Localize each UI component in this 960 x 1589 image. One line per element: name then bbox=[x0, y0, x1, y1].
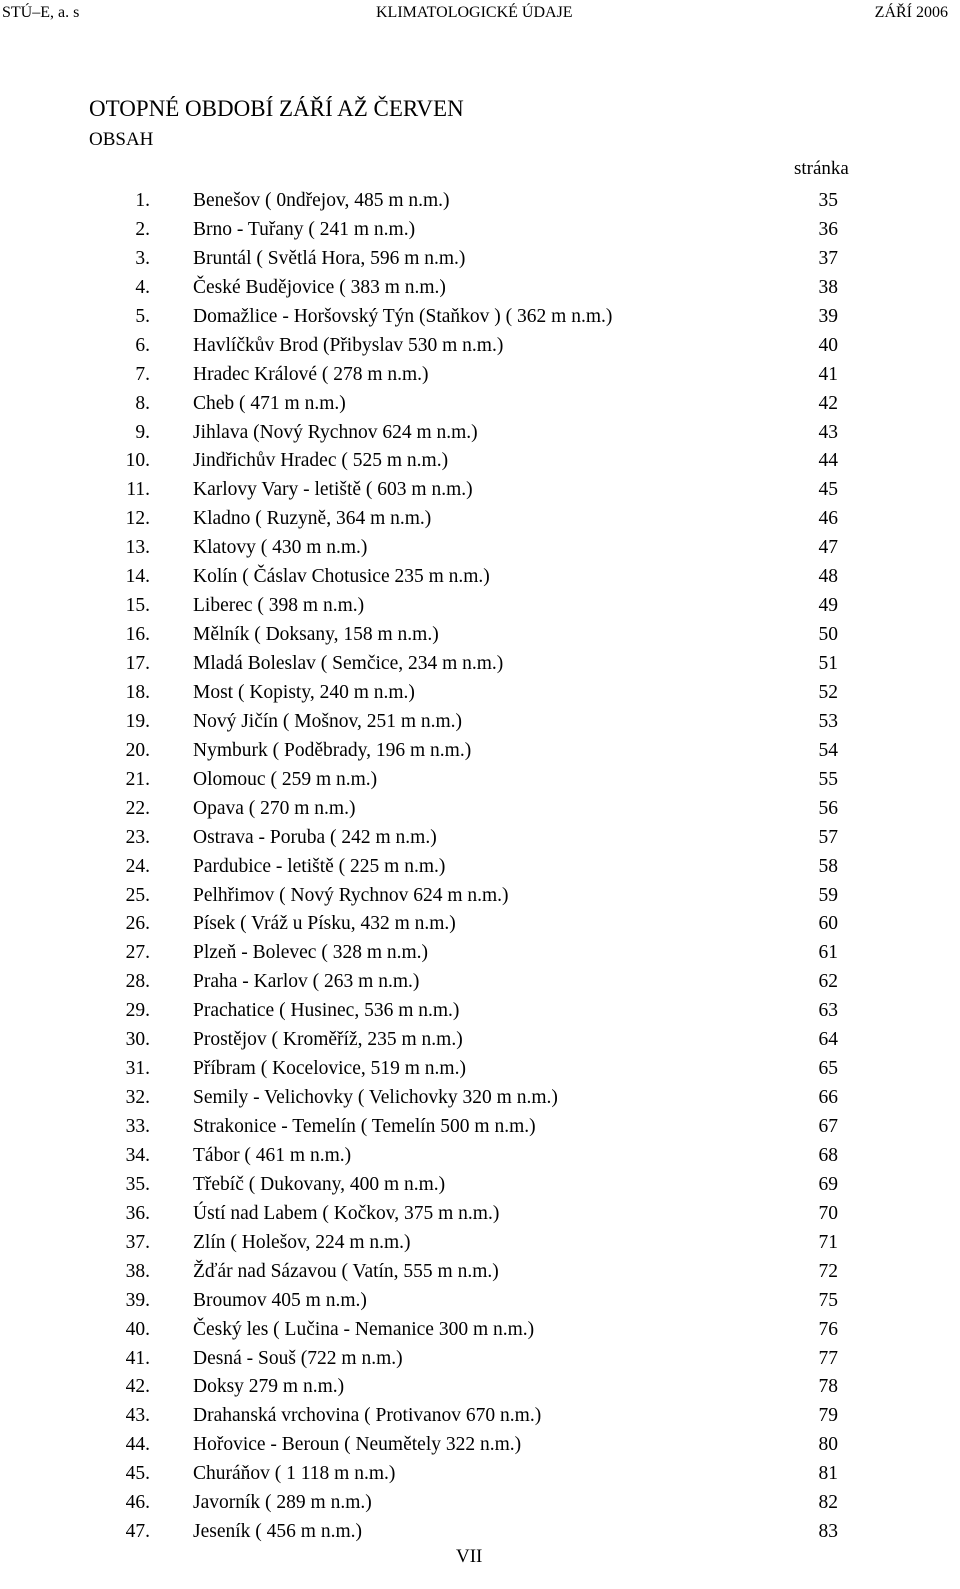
toc-entry bbox=[0, 1431, 960, 1460]
entry-number: 32. bbox=[125, 1087, 150, 1109]
entry-page: 57 bbox=[818, 826, 838, 848]
toc-entry bbox=[0, 882, 960, 911]
entry-page: 62 bbox=[818, 971, 838, 993]
toc-entry bbox=[0, 303, 960, 332]
entry-page: 51 bbox=[818, 653, 838, 674]
entry-page: 65 bbox=[818, 1058, 838, 1080]
entry-page: 44 bbox=[818, 450, 838, 472]
toc-entry bbox=[0, 1316, 960, 1345]
entry-number: 18. bbox=[125, 681, 150, 703]
entry-page: 41 bbox=[818, 363, 838, 385]
toc-entry bbox=[0, 592, 960, 621]
entry-number: 21. bbox=[125, 768, 150, 790]
station-name: Most ( Kopisty, 240 m n.m.) bbox=[193, 681, 415, 703]
entry-number: 44. bbox=[125, 1434, 150, 1456]
entry-page: 79 bbox=[818, 1405, 838, 1427]
entry-page: 40 bbox=[818, 334, 838, 356]
entry-number: 28. bbox=[125, 971, 150, 993]
entry-number: 10. bbox=[125, 450, 150, 472]
station-name: Desná - Souš (722 m n.m.) bbox=[193, 1347, 403, 1369]
toc-entry bbox=[0, 1055, 960, 1084]
station-name: Třebíč ( Dukovany, 400 m n.m.) bbox=[193, 1173, 446, 1195]
station-name: Javorník ( 289 m n.m.) bbox=[193, 1492, 372, 1514]
toc-entry bbox=[0, 1142, 960, 1171]
toc-entry bbox=[0, 1518, 960, 1547]
entry-number: 42. bbox=[125, 1376, 150, 1398]
toc-entry bbox=[0, 361, 960, 390]
entry-page: 47 bbox=[818, 537, 838, 559]
entry-number: 33. bbox=[125, 1116, 150, 1137]
entry-page: 70 bbox=[818, 1202, 838, 1224]
station-name: Doksy 279 m n.m.) bbox=[193, 1376, 345, 1398]
station-name: Cheb ( 471 m n.m.) bbox=[193, 392, 346, 414]
station-name: Ústí nad Labem ( Kočkov, 375 m n.m.) bbox=[193, 1202, 500, 1224]
station-name: Semily - Velichovky ( Velichovky 320 m n.m.) bbox=[193, 1087, 558, 1109]
entry-number: 14. bbox=[125, 566, 150, 588]
entry-number: 36. bbox=[125, 1202, 150, 1224]
entry-number: 1. bbox=[135, 190, 150, 211]
toc-entry bbox=[0, 968, 960, 997]
entry-page: 38 bbox=[818, 276, 838, 298]
station-name: Domažlice - Horšovský Týn (Staňkov ) ( 362 m n.m.) bbox=[193, 305, 613, 327]
entry-page: 81 bbox=[818, 1463, 838, 1485]
station-name: Churáňov ( 1 118 m n.m.) bbox=[193, 1463, 396, 1485]
station-name: Žďár nad Sázavou ( Vatín, 555 m n.m.) bbox=[193, 1260, 499, 1282]
entry-page: 80 bbox=[818, 1434, 838, 1456]
entry-number: 40. bbox=[125, 1318, 150, 1340]
station-name: Písek ( Vráž u Písku, 432 m n.m.) bbox=[193, 913, 456, 935]
station-name: Mladá Boleslav ( Semčice, 234 m n.m.) bbox=[193, 653, 504, 674]
station-name: Drahanská vrchovina ( Protivanov 670 n.m.) bbox=[193, 1405, 542, 1427]
station-name: Hradec Králové ( 278 m n.m.) bbox=[193, 363, 429, 385]
toc-entry bbox=[0, 1171, 960, 1200]
entry-page: 53 bbox=[818, 710, 838, 732]
toc-entry bbox=[0, 216, 960, 245]
toc-entry bbox=[0, 187, 960, 216]
toc-entry bbox=[0, 679, 960, 708]
toc-entry bbox=[0, 1460, 960, 1489]
entry-page: 77 bbox=[818, 1347, 838, 1369]
entry-page: 68 bbox=[818, 1144, 838, 1166]
entry-number: 37. bbox=[125, 1231, 150, 1253]
toc-entry bbox=[0, 447, 960, 476]
entry-number: 46. bbox=[125, 1492, 150, 1514]
entry-number: 38. bbox=[125, 1260, 150, 1282]
toc-entry bbox=[0, 1200, 960, 1229]
entry-number: 9. bbox=[135, 421, 150, 443]
entry-page: 42 bbox=[818, 392, 838, 414]
entry-number: 7. bbox=[135, 363, 150, 385]
toc-entry bbox=[0, 1258, 960, 1287]
toc-entry bbox=[0, 563, 960, 592]
entry-page: 48 bbox=[818, 566, 838, 588]
station-name: Zlín ( Holešov, 224 m n.m.) bbox=[193, 1231, 411, 1253]
entry-page: 36 bbox=[818, 218, 838, 240]
toc-entry bbox=[0, 1287, 960, 1316]
entry-number: 23. bbox=[125, 826, 150, 848]
station-name: Klatovy ( 430 m n.m.) bbox=[193, 537, 368, 559]
entry-page: 39 bbox=[818, 305, 838, 327]
toc-entry bbox=[0, 419, 960, 448]
entry-page: 71 bbox=[818, 1231, 838, 1253]
station-name: Jihlava (Nový Rychnov 624 m n.m.) bbox=[193, 421, 478, 443]
entry-page: 60 bbox=[818, 913, 838, 935]
station-name: Praha - Karlov ( 263 m n.m.) bbox=[193, 971, 420, 993]
toc-entry bbox=[0, 1229, 960, 1258]
station-name: Plzeň - Bolevec ( 328 m n.m.) bbox=[193, 942, 429, 964]
station-name: Karlovy Vary - letiště ( 603 m n.m.) bbox=[193, 479, 473, 501]
entry-page: 76 bbox=[818, 1318, 838, 1340]
entry-page: 54 bbox=[818, 739, 838, 761]
station-name: Nový Jičín ( Mošnov, 251 m n.m.) bbox=[193, 710, 463, 732]
station-name: Bruntál ( Světlá Hora, 596 m n.m.) bbox=[193, 247, 466, 269]
station-name: Tábor ( 461 m n.m.) bbox=[193, 1144, 352, 1166]
station-name: Prostějov ( Kroměříž, 235 m n.m.) bbox=[193, 1029, 463, 1051]
toc-entry bbox=[0, 245, 960, 274]
entry-number: 2. bbox=[135, 218, 150, 240]
entry-number: 41. bbox=[125, 1347, 150, 1369]
entry-number: 25. bbox=[125, 884, 150, 906]
entry-number: 12. bbox=[125, 508, 150, 530]
station-name: Jeseník ( 456 m n.m.) bbox=[193, 1521, 362, 1543]
entry-number: 47. bbox=[125, 1521, 150, 1543]
station-name: Pelhřimov ( Nový Rychnov 624 m n.m.) bbox=[193, 884, 509, 906]
station-name: Český les ( Lučina - Nemanice 300 m n.m.) bbox=[193, 1318, 535, 1340]
station-name: Příbram ( Kocelovice, 519 m n.m.) bbox=[193, 1058, 466, 1080]
entry-number: 15. bbox=[125, 595, 150, 617]
entry-page: 63 bbox=[818, 1000, 838, 1022]
entry-page: 43 bbox=[818, 421, 838, 443]
entry-page: 56 bbox=[818, 797, 838, 819]
entry-page: 75 bbox=[818, 1289, 838, 1311]
toc-entry bbox=[0, 708, 960, 737]
toc-entry bbox=[0, 853, 960, 882]
entry-page: 82 bbox=[818, 1492, 838, 1514]
station-name: Jindřichův Hradec ( 525 m n.m.) bbox=[193, 450, 449, 472]
toc-entry bbox=[0, 650, 960, 679]
entry-page: 46 bbox=[818, 508, 838, 530]
entry-number: 35. bbox=[125, 1173, 150, 1195]
station-name: Ostrava - Poruba ( 242 m n.m.) bbox=[193, 826, 437, 848]
toc-entry bbox=[0, 534, 960, 563]
page-number: VII bbox=[456, 1546, 483, 1567]
toc-entry bbox=[0, 1026, 960, 1055]
entry-page: 78 bbox=[818, 1376, 838, 1398]
page-header bbox=[0, 0, 960, 26]
entry-number: 29. bbox=[125, 1000, 150, 1022]
station-name: Brno - Tuřany ( 241 m n.m.) bbox=[193, 218, 416, 240]
station-name: Benešov ( 0ndřejov, 485 m n.m.) bbox=[193, 190, 450, 211]
entry-number: 17. bbox=[125, 653, 150, 674]
entry-number: 43. bbox=[125, 1405, 150, 1427]
entry-page: 45 bbox=[818, 479, 838, 501]
entry-number: 16. bbox=[125, 624, 150, 646]
toc-entry bbox=[0, 1084, 960, 1113]
entry-page: 64 bbox=[818, 1029, 838, 1051]
entry-page: 61 bbox=[818, 942, 838, 964]
toc-entry bbox=[0, 824, 960, 853]
entry-page: 37 bbox=[818, 247, 838, 269]
station-name: Mělník ( Doksany, 158 m n.m.) bbox=[193, 624, 439, 646]
station-name: Strakonice - Temelín ( Temelín 500 m n.m.) bbox=[193, 1116, 536, 1137]
toc-entry bbox=[0, 910, 960, 939]
station-name: Broumov 405 m n.m.) bbox=[193, 1289, 367, 1311]
toc-entry bbox=[0, 505, 960, 534]
entry-number: 30. bbox=[125, 1029, 150, 1051]
station-name: Havlíčkův Brod (Přibyslav 530 m n.m.) bbox=[193, 334, 504, 356]
entry-number: 19. bbox=[125, 710, 150, 732]
toc-entry bbox=[0, 476, 960, 505]
entry-page: 49 bbox=[818, 595, 838, 617]
toc-entry bbox=[0, 1489, 960, 1518]
station-name: Opava ( 270 m n.m.) bbox=[193, 797, 356, 819]
page-title: OTOPNÉ OBDOBÍ ZÁŘÍ AŽ ČERVEN bbox=[89, 96, 464, 121]
header-document-title: KLIMATOLOGICKÉ ÚDAJE bbox=[376, 4, 573, 21]
station-name: Liberec ( 398 m n.m.) bbox=[193, 595, 365, 617]
toc-entry bbox=[0, 332, 960, 361]
header-date: ZÁŘÍ 2006 bbox=[874, 4, 948, 21]
entry-page: 35 bbox=[818, 190, 838, 211]
entry-number: 34. bbox=[125, 1144, 150, 1166]
entry-number: 11. bbox=[126, 479, 150, 501]
toc-entry bbox=[0, 766, 960, 795]
entry-page: 67 bbox=[818, 1116, 838, 1137]
table-of-contents bbox=[0, 187, 960, 1547]
station-name: Pardubice - letiště ( 225 m n.m.) bbox=[193, 855, 446, 877]
entry-number: 5. bbox=[135, 305, 150, 327]
entry-page: 58 bbox=[818, 855, 838, 877]
toc-entry bbox=[0, 274, 960, 303]
toc-entry bbox=[0, 1113, 960, 1142]
entry-number: 24. bbox=[125, 855, 150, 877]
toc-entry bbox=[0, 390, 960, 419]
entry-page: 69 bbox=[818, 1173, 838, 1195]
entry-number: 6. bbox=[135, 334, 150, 356]
toc-entry bbox=[0, 997, 960, 1026]
station-name: Prachatice ( Husinec, 536 m n.m.) bbox=[193, 1000, 460, 1022]
entry-page: 66 bbox=[818, 1087, 838, 1109]
toc-entry bbox=[0, 737, 960, 766]
header-company: STÚ–E, a. s bbox=[2, 4, 80, 21]
entry-number: 22. bbox=[125, 797, 150, 819]
station-name: Kladno ( Ruzyně, 364 m n.m.) bbox=[193, 508, 432, 530]
contents-heading: OBSAH bbox=[89, 129, 154, 150]
entry-number: 13. bbox=[125, 537, 150, 559]
station-name: Kolín ( Čáslav Chotusice 235 m n.m.) bbox=[193, 566, 490, 588]
entry-number: 26. bbox=[125, 913, 150, 935]
toc-entry bbox=[0, 1345, 960, 1374]
toc-entry bbox=[0, 1373, 960, 1402]
entry-page: 55 bbox=[818, 768, 838, 790]
entry-number: 27. bbox=[125, 942, 150, 964]
entry-page: 52 bbox=[818, 681, 838, 703]
entry-page: 50 bbox=[818, 624, 838, 646]
entry-page: 59 bbox=[818, 884, 838, 906]
toc-entry bbox=[0, 621, 960, 650]
entry-number: 20. bbox=[125, 739, 150, 761]
entry-number: 3. bbox=[135, 247, 150, 269]
toc-entry bbox=[0, 1402, 960, 1431]
entry-page: 83 bbox=[818, 1521, 838, 1543]
toc-entry bbox=[0, 939, 960, 968]
entry-page: 72 bbox=[818, 1260, 838, 1282]
entry-number: 8. bbox=[135, 392, 150, 414]
station-name: České Budějovice ( 383 m n.m.) bbox=[193, 276, 446, 298]
page-column-heading: stránka bbox=[794, 158, 849, 179]
station-name: Hořovice - Beroun ( Neumětely 322 n.m.) bbox=[193, 1434, 522, 1456]
entry-number: 31. bbox=[125, 1058, 150, 1080]
station-name: Nymburk ( Poděbrady, 196 m n.m.) bbox=[193, 739, 472, 761]
entry-number: 4. bbox=[135, 276, 150, 298]
station-name: Olomouc ( 259 m n.m.) bbox=[193, 768, 378, 790]
entry-number: 45. bbox=[125, 1463, 150, 1485]
toc-entry bbox=[0, 795, 960, 824]
entry-number: 39. bbox=[125, 1289, 150, 1311]
